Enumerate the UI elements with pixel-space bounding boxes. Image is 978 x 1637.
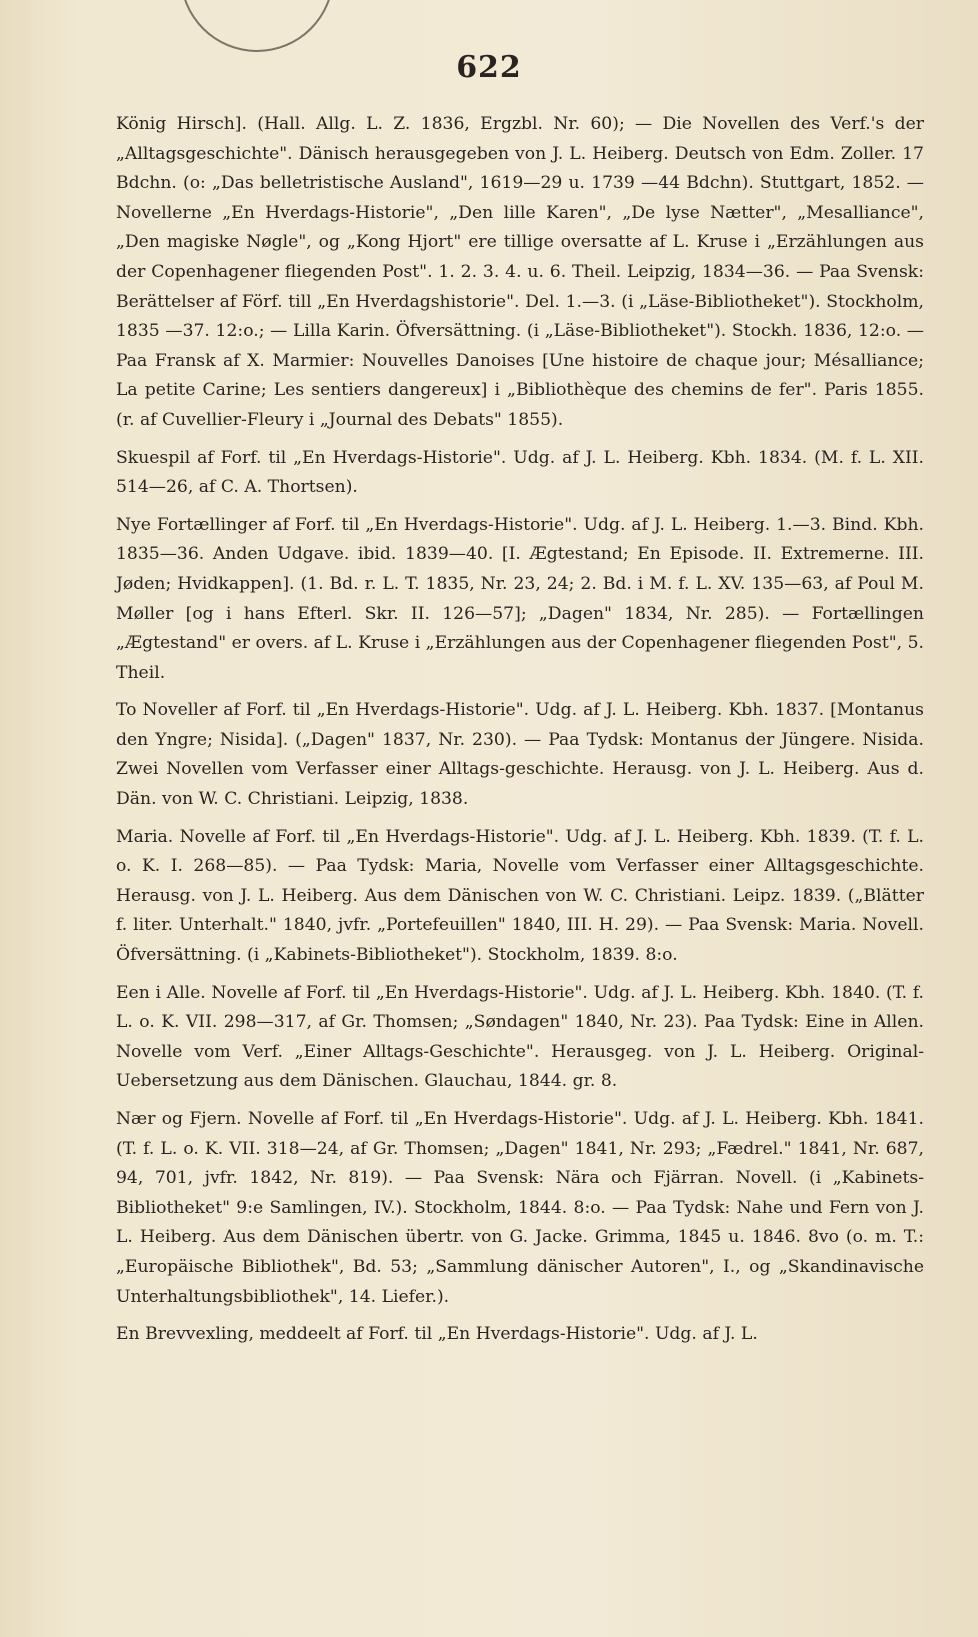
paragraph-4: To Noveller af Forf. til „En Hverdags-Historie". Udg. af J. L. Heiberg. Kbh. 1837. [Montanus den Yngre; Nisida]. („Dagen" 1837, Nr. 230). — Paa Tydsk: Montanus der Jüngere. Nisida. Zwei Novellen vom Verfasser einer Alltags-geschichte. Herausg. von J. L. Heiberg. Aus d. Dän. von W. C. Christiani. Leipzig, 1838. — [116, 700, 924, 810]
page-corner-mark — [180, 0, 334, 52]
paragraph-7: Nær og Fjern. Novelle af Forf. til „En Hverdags-Historie". Udg. af J. L. Heiberg. Kbh. 1841. (T. f. L. o. K. VII. 318—24, af Gr. Thomsen; „Dagen" 1841, Nr. 293; „Fædrel." 1841, Nr. 687, 94, 701, jvfr. 1842, Nr. 819). — Paa Svensk: Nära och Fjärran. Novell. (i „Kabinets-Bibliotheket" 9:e Samlingen, IV.). Stockholm, 1844. 8:o. — Paa Tydsk: Nahe und Fern von J. L. Heiberg. Aus dem Dänischen übertr. von G. Jacke. Grimma, 1845 u. 1846. 8vo (o. m. T.: „Europäische Bibliothek", Bd. 53; „Sammlung dänischer Autoren", I., og „Skandinavische Unterhaltungsbibliothek", 14. Liefer.). — [116, 1109, 924, 1307]
paragraph-5: Maria. Novelle af Forf. til „En Hverdags-Historie". Udg. af J. L. Heiberg. Kbh. 1839. (T. f. L. o. K. I. 268—85). — Paa Tydsk: Maria, Novelle vom Verfasser einer Alltagsgeschichte. Herausg. von J. L. Heiberg. Aus dem Dänischen von W. C. Christiani. Leipz. 1839. („Blätter f. liter. Unterhalt." 1840, jvfr. „Portefeuillen" 1840, III. H. 29). — Paa Svensk: Maria. Novell. Öfversättning. (i „Kabinets-Bibliotheket"). Stockholm, 1839. 8:o. — [116, 826, 924, 966]
paragraph-3: Nye Fortællinger af Forf. til „En Hverdags-Historie". Udg. af J. L. Heiberg. 1.—3. Bind. Kbh. 1835—36. Anden Udgave. ibid. 1839—40. [I. Ægtestand; En Episode. II. Extremerne. III. Jøden; Hvidkappen]. (1. Bd. r. L. T. 1835, Nr. 23, 24; 2. Bd. i M. f. L. XV. 135—63, af Poul M. Møller [og i hans Efterl. Skr. II. 126—57]; „Dagen" 1834, Nr. 285). — Fortællingen „Ægtestand" er overs. af L. Kruse i „Erzählungen aus der Copenhagener fliegenden Post", 5. Theil. — [116, 514, 924, 683]
paragraph-2: Skuespil af Forf. til „En Hverdags-Historie". Udg. af J. L. Heiberg. Kbh. 1834. (M. f. L. XII. 514—26, af C. A. Thortsen). — [116, 447, 924, 498]
page-number: 622 — [456, 50, 522, 85]
paragraph-1: König Hirsch]. (Hall. Allg. L. Z. 1836, Ergzbl. Nr. 60); — Die Novellen des Verf.'s der „Alltagsgeschichte". Dänisch herausgegeben von J. L. Heiberg. Deutsch von Edm. Zoller. 17 Bdchn. (o: „Das belletristische Ausland", 1619—29 u. 1739 —44 Bdchn). Stuttgart, 1852. — Novellerne „En Hverdags-Historie", „Den lille Karen", „De lyse Nætter", „Mesalliance", „Den magiske Nøgle", og „Kong Hjort" ere tillige oversatte af L. Kruse i „Erzählungen aus der Copenhagener fliegenden Post". 1. 2. 3. 4. u. 6. Theil. Leipzig, 1834—36. — Paa Svensk: Berättelser af Förf. till „En Hverdagshistorie". Del. 1.—3. (i „Läse-Bibliotheket"). Stockholm, 1835 —37. 12:o.; — Lilla Karin. Öfversättning. (i „Läse-Bibliotheket"). Stockh. 1836, 12:o. — Paa Fransk af X. Marmier: Nouvelles Danoises [Une histoire de chaque jour; Mésalliance; La petite Carine; Les sentiers dangereux] i „Bibliothèque des chemins de fer". Paris 1855. (r. af Cuvellier-Fleury i „Journal des Debats" 1855). — [116, 114, 924, 430]
paragraph-6: Een i Alle. Novelle af Forf. til „En Hverdags-Historie". Udg. af J. L. Heiberg. Kbh. 1840. (T. f. L. o. K. VII. 298—317, af Gr. Thomsen; „Søndagen" 1840, Nr. 23). Paa Tydsk: Eine in Allen. Novelle vom Verf. „Einer Alltags-Geschichte". Herausgeg. von J. L. Heiberg. Original-Uebersetzung aus dem Dänischen. Glauchau, 1844. gr. 8. — [116, 982, 924, 1092]
paragraph-8: En Brevvexling, meddeelt af Forf. til „En Hverdags-Historie". Udg. af J. L. — [116, 1324, 758, 1345]
page-body — [116, 110, 924, 1350]
